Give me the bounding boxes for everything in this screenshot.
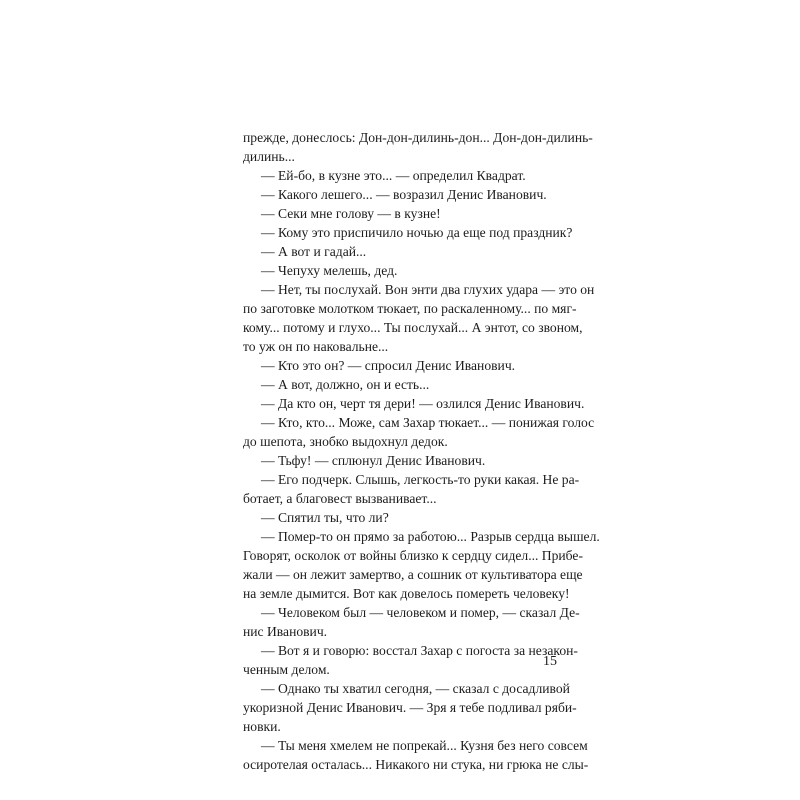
- text-line: — Человеком был — человеком и помер, — сказал Де-: [261, 605, 580, 620]
- text-line: по заготовке молотком тюкает, по раскаленному... по мяг-: [243, 301, 577, 316]
- text-line: на земле дымится. Вот как довелось помереть человеку!: [243, 586, 570, 601]
- text-line: — Кто это он? — спросил Денис Иванович.: [261, 358, 516, 373]
- text-line: — А вот и гадай...: [261, 244, 367, 259]
- text-line: — Его подчерк. Слышь, легкость-то руки какая. Не ра-: [261, 472, 580, 487]
- text-line: — Ей-бо, в кузне это... — определил Квадрат.: [261, 168, 526, 183]
- text-line: ботает, а благовест вызванивает...: [243, 491, 437, 506]
- text-line: до шепота, знобко выдохнул дедок.: [243, 434, 448, 449]
- text-line: — Да кто он, черт тя дери! — озлился Денис Иванович.: [261, 396, 585, 411]
- text-line: Говорят, осколок от войны близко к сердцу сидел... Прибе-: [243, 548, 583, 563]
- text-line: — Вот я и говорю: восстал Захар с погоста за незакон-: [261, 643, 578, 658]
- text-line: то уж он по наковальне...: [243, 339, 389, 354]
- text-line: — А вот, должно, он и есть...: [261, 377, 430, 392]
- text-line: кому... потому и глухо... Ты послухай... А энтот, со звоном,: [243, 320, 583, 335]
- text-line: осиротелая осталась... Никакого ни стука, ни грюка не слы-: [243, 757, 589, 772]
- page-number: 15: [543, 654, 557, 669]
- text-line: — Чепуху мелешь, дед.: [261, 263, 398, 278]
- text-line: — Какого лешего... — возразил Денис Иванович.: [261, 187, 547, 202]
- text-line: — Спятил ты, что ли?: [261, 510, 389, 525]
- text-line: дилинь...: [243, 149, 295, 164]
- text-line: — Помер-то он прямо за работою... Разрыв сердца вышел.: [261, 529, 600, 544]
- text-line: — Нет, ты послухай. Вон энти два глухих удара — это он: [261, 282, 595, 297]
- text-line: новки.: [243, 719, 281, 734]
- text-line: ченным делом.: [243, 662, 330, 677]
- text-line: укоризной Денис Иванович. — Зря я тебе подливал ряби-: [243, 700, 577, 715]
- text-line: — Тьфу! — сплюнул Денис Иванович.: [261, 453, 486, 468]
- text-line: — Ты меня хмелем не попрекай... Кузня без него совсем: [261, 738, 588, 753]
- text-line: — Однако ты хватил сегодня, — сказал с досадливой: [261, 681, 570, 696]
- text-line: жали — он лежит замертво, а сошник от культиватора еще: [243, 567, 583, 582]
- text-line: — Секи мне голову — в кузне!: [261, 206, 441, 221]
- text-line: — Кто, кто... Може, сам Захар тюкает... — понижая голос: [261, 415, 595, 430]
- text-line: нис Иванович.: [243, 624, 328, 639]
- text-line: — Кому это приспичило ночью да еще под праздник?: [261, 225, 573, 240]
- text-line: прежде, донеслось: Дон-дон-дилинь-дон... Дон-дон-дилинь-: [243, 130, 593, 145]
